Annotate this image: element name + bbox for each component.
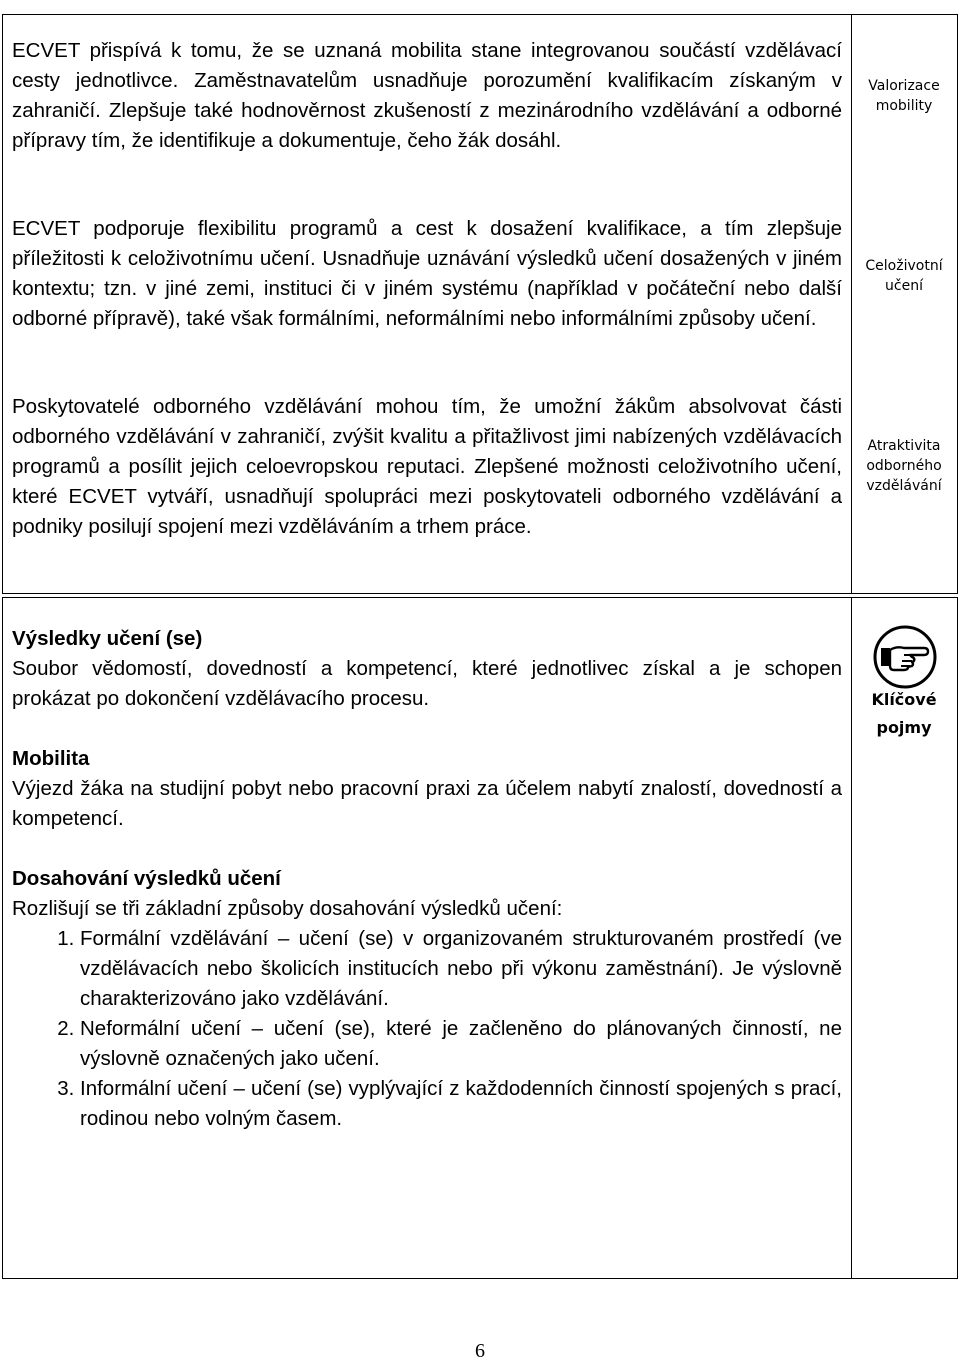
paragraph-mobility: ECVET přispívá k tomu, že se uznaná mobilita stane integrovanou součástí vzdělávací cesty jednotlivce. Zaměstnavatelům usnadňuje porozumění kvalifikacím získaným v zahraničí. Zlepšuje také hodnověrnost zkušeností z mezinárodního vzdělávání a odborné přípravy tím, že identifikuje a dokumentuje, čeho žák dosáhl. [12, 39, 842, 152]
paragraph-lifelong-learning: ECVET podporuje flexibilitu programů a cest k dosažení kvalifikace, a tím zlepšuje příležitosti k celoživotnímu učení. Usnadňuje uznávání výsledků učení dosažených v jiném kontextu; tzn. v jiné zemi, instituci či v jiném systému (například v počáteční nebo další odborné přípravě), také však formálními, neformálními nebo informálními způsoby učení. [12, 217, 842, 330]
side-label-mobility: Valorizace mobility [868, 78, 940, 114]
list-item: 1. Formální vzdělávání – učení (se) v organizovaném strukturovaném prostředí (ve vzdělávacích nebo školicích institucích nebo při výkonu zaměstnání). Je výslovně charakterizováno jako vzdělávání. [80, 924, 842, 1014]
list-item: 2. Neformální učení – učení (se), které je začleněno do plánovaných činností, ne výslovně označených jako učení. [80, 1014, 842, 1074]
paragraph-vocational-attractiveness: Poskytovatelé odborného vzdělávání mohou tím, že umožní žákům absolvovat části odborného vzdělávání v zahraničí, zvýšit kvalitu a přitažlivost jimi nabízených vzdělávacích programů a posílit jejich celoevropskou reputaci. Zlepšené možnosti celoživotního učení, které ECVET vytváří, usnadňují spolupráci mezi poskytovateli odborného vzdělávání a podniky posilují spojení mezi vzděláváním a trhem práce. [12, 395, 842, 538]
key-terms-content [12, 624, 842, 1134]
column-divider [851, 598, 852, 1278]
term-title: Výsledky učení (se) [12, 627, 203, 650]
learning-modes-list [12, 924, 842, 1134]
side-label-attractiveness: Atraktivita odborného vzdělávání [866, 438, 942, 494]
term-definition: Rozlišují se tři základní způsoby dosahování výsledků učení: [12, 897, 563, 920]
page-number: 6 [475, 1340, 485, 1362]
side-label-key-terms: Klíčové pojmy [871, 690, 937, 737]
list-item: 3. Informální učení – učení (se) vyplývající z každodenních činností spojených s prací, rodinou nebo volným časem. [80, 1074, 842, 1134]
term-learning-outcomes [12, 624, 842, 714]
term-definition: Výjezd žáka na studijní pobyt nebo pracovní praxi za účelem nabytí znalostí, dovedností a kompetencí. [12, 777, 842, 830]
term-mobility [12, 744, 842, 834]
side-label-lifelong: Celoživotní učení [865, 258, 943, 294]
term-definition: Soubor vědomostí, dovedností a kompetencí, které jednotlivec získal a je schopen prokázat po dokončení vzdělávacího procesu. [12, 657, 842, 710]
pointing-hand-icon [872, 624, 938, 690]
term-title: Dosahování výsledků učení [12, 867, 281, 890]
term-achieving-outcomes [12, 864, 842, 1134]
term-title: Mobilita [12, 747, 90, 770]
